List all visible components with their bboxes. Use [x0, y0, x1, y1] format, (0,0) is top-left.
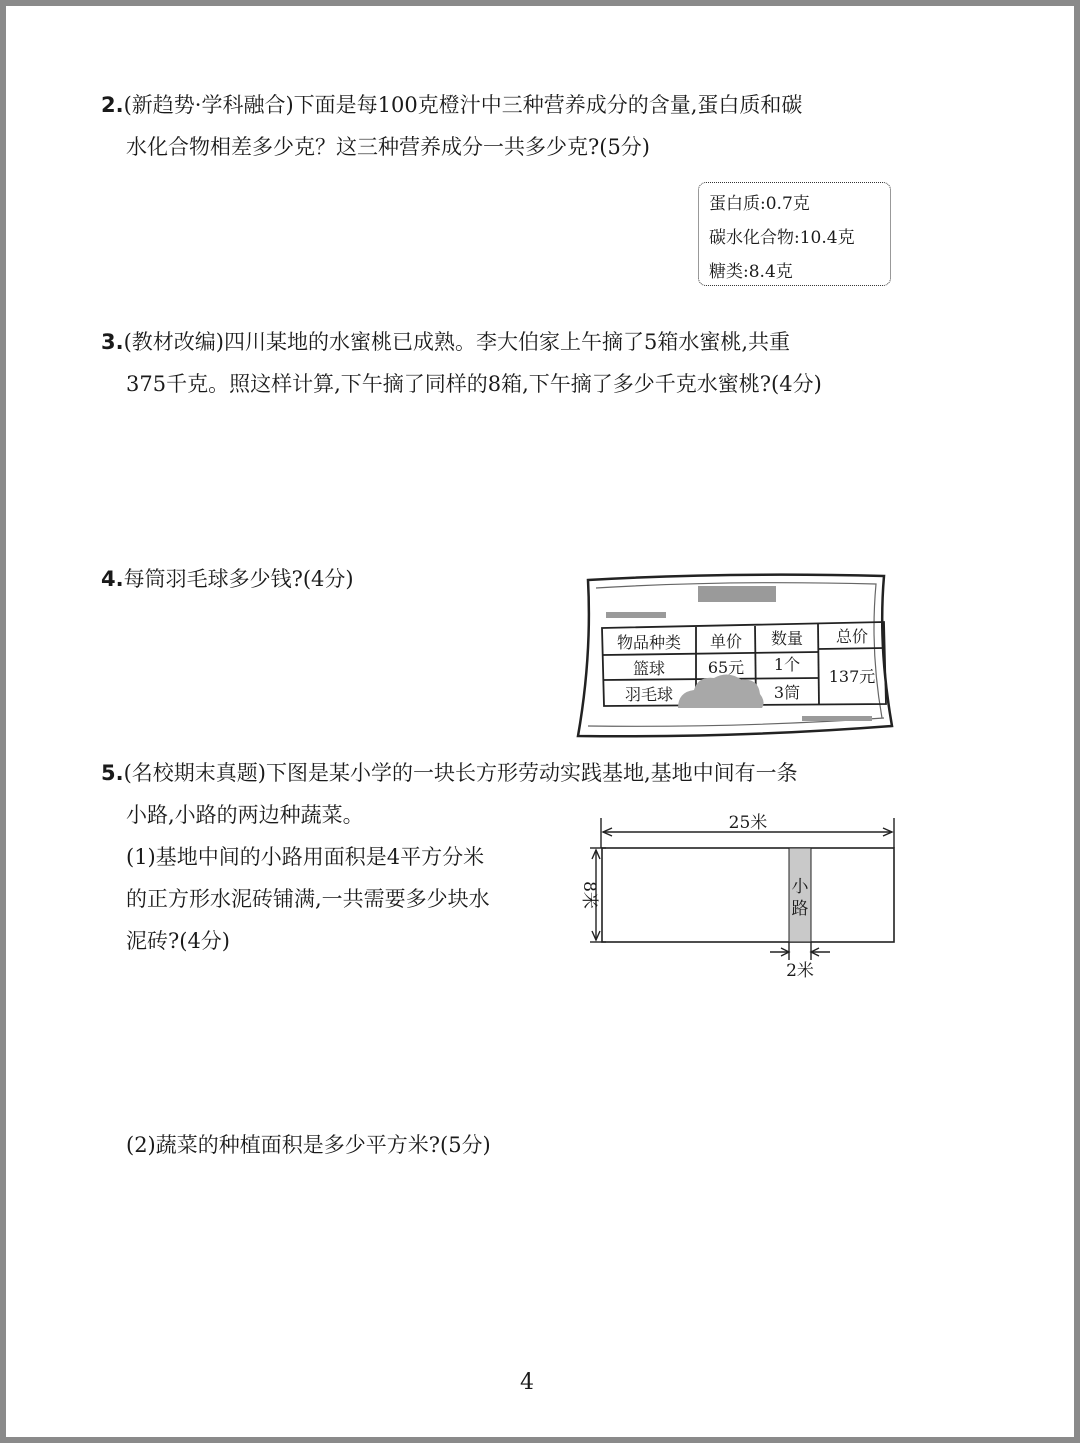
- price-flyer: [566, 566, 896, 746]
- table-cell-basketball-price: 65元: [707, 658, 745, 677]
- width-label: 25米: [728, 813, 768, 833]
- worksheet-page: [6, 6, 1074, 1437]
- q5-sub1-line2: 的正方形水泥砖铺满,一共需要多少块水: [126, 887, 490, 911]
- nutrient-note: [698, 182, 891, 286]
- q5-sub1-line1: (1)基地中间的小路用面积是4平方分米: [126, 845, 485, 869]
- road-width-label: 2米: [786, 961, 814, 981]
- page-number: 4: [520, 1370, 534, 1395]
- nutrient-carbohydrate: 碳水化合物:10.4克: [709, 228, 855, 248]
- table-header-total: 总价: [835, 627, 869, 646]
- nutrient-protein: 蛋白质:0.7克: [709, 194, 810, 214]
- q4-number: 4.: [101, 567, 124, 591]
- table-header-item: 物品种类: [616, 633, 682, 652]
- q3-number: 3.: [101, 330, 124, 354]
- q4-line: 4.每筒羽毛球多少钱?(4分): [101, 567, 354, 591]
- q5-sub2: (2)蔬菜的种植面积是多少平方米?(5分): [126, 1133, 491, 1157]
- flyer-title-bar: [698, 586, 776, 602]
- table-cell-basketball-qty: 1个: [773, 655, 801, 674]
- q3-line2: 375千克。照这样计算,下午摘了同样的8箱,下午摘了多少千克水蜜桃?(4分): [126, 372, 822, 396]
- road-label-top: 小: [791, 877, 809, 897]
- table-cell-basketball: 篮球: [632, 659, 666, 678]
- q5-line2: 小路,小路的两边种蔬菜。: [126, 803, 364, 827]
- q2-line2: 水化合物相差多少克？这三种营养成分一共多少克?(5分): [126, 135, 651, 159]
- q5-number: 5.: [101, 761, 124, 785]
- q2-number: 2.: [101, 93, 124, 117]
- nutrient-sugar: 糖类:8.4克: [709, 262, 793, 282]
- field-rectangle: [602, 848, 894, 942]
- field-diagram: [566, 804, 906, 984]
- q2-line1: 2.(新趋势·学科融合)下面是每100克橙汁中三种营养成分的含量,蛋白质和碳: [101, 93, 803, 117]
- height-label: 8米: [579, 881, 599, 909]
- q3-line1: 3.(教材改编)四川某地的水蜜桃已成熟。李大伯家上午摘了5箱水蜜桃,共重: [101, 330, 791, 354]
- table-header-unit-price: 单价: [709, 632, 743, 651]
- q5-sub1-line3: 泥砖?(4分): [126, 929, 231, 953]
- table-cell-badminton: 羽毛球: [624, 685, 674, 704]
- table-cell-badminton-qty: 3筒: [773, 683, 801, 702]
- table-cell-total: 137元: [828, 667, 876, 686]
- q5-line1: 5.(名校期末真题)下图是某小学的一块长方形劳动实践基地,基地中间有一条: [101, 761, 798, 785]
- table-header-quantity: 数量: [770, 629, 804, 648]
- road-label-bottom: 路: [791, 899, 809, 919]
